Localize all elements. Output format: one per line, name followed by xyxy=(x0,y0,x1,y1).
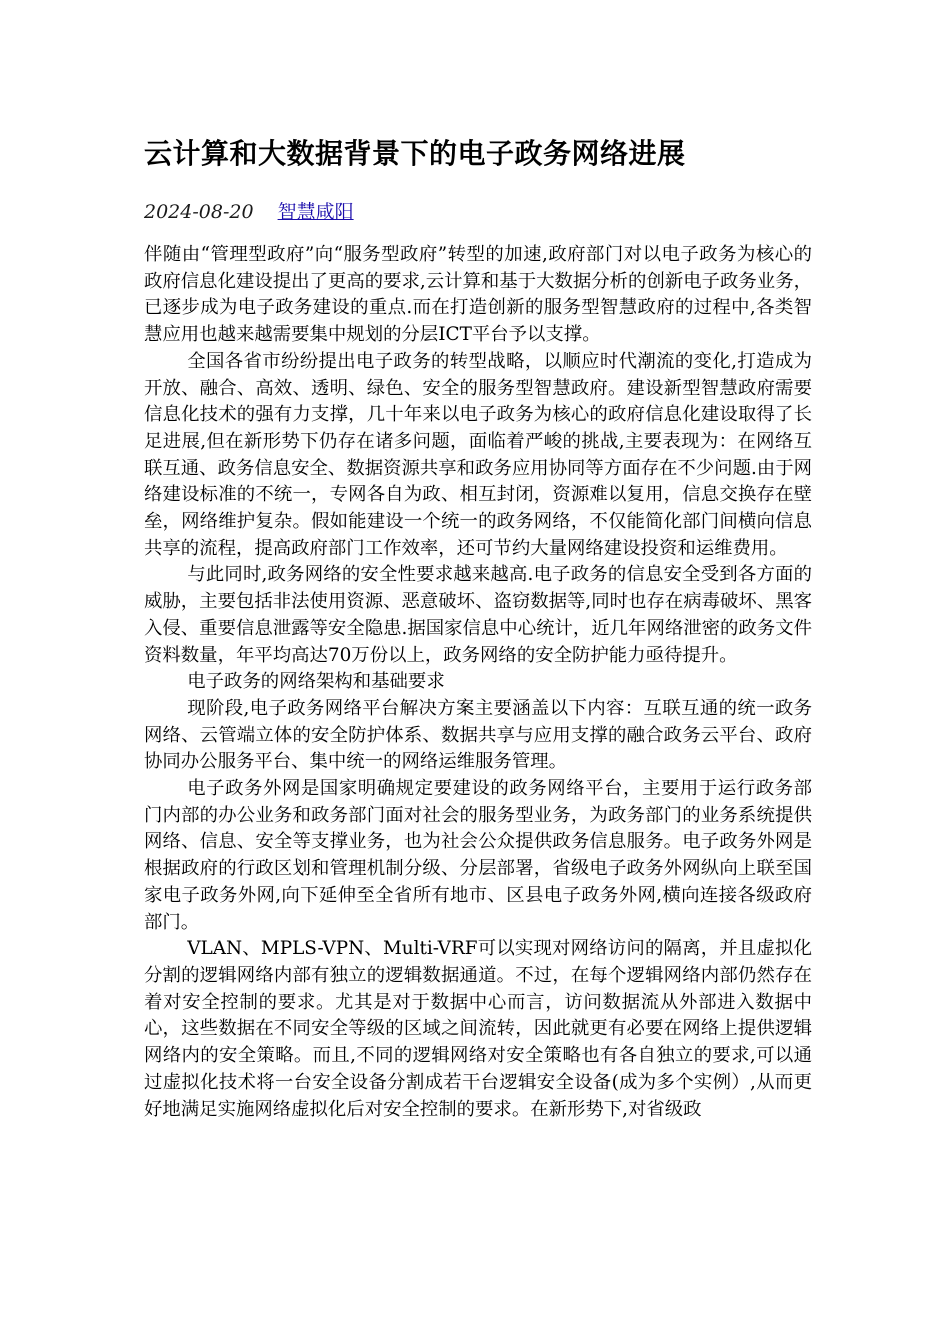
article-body xyxy=(144,242,812,1123)
article-title: 云计算和大数据背景下的电子政务网络进展 xyxy=(144,137,686,170)
paragraph: VLAN、MPLS-VPN、Multi-VRF可以实现对网络访问的隔离，并且虚拟化分割的逻辑网络内部有独立的逻辑数据通道。不过，在每个逻辑网络内部仍然存在着对安全控制的要求。尤其是对于数据中心而言，访问数据流从外部进入数据中心，这些数据在不同安全等级的区域之间流转，因此就更有必要在网络上提供逻辑网络内的安全策略。而且,不同的逻辑网络对安全策略也有各自独立的要求,可以通过虚拟化技术将一台安全设备分割成若干台逻辑安全设备(成为多个实例）,从而更好地满足实施网络虚拟化后对安全控制的要求。在新形势下,对省级政 xyxy=(144,938,812,1120)
paragraph: 全国各省市纷纷提出电子政务的转型战略，以顺应时代潮流的变化,打造成为开放、融合、高效、透明、绿色、安全的服务型智慧政府。建设新型智慧政府需要信息化技术的强有力支撑，几十年来以电子政务为核心的政府信息化建设取得了长足进展,但在新形势下仍存在诸多问题，面临着严峻的挑战,主要表现为：在网络互联互通、政务信息安全、数据资源共享和政务应用协同等方面存在不少问题.由于网络建设标准的不统一，专网各自为政、相互封闭，资源难以复用，信息交换存在壁垒，网络维护复杂。假如能建设一个统一的政务网络，不仅能简化部门间横向信息共享的流程，提高政府部门工作效率，还可节约大量网络建设投资和运维费用。 xyxy=(144,350,812,559)
paragraph: 伴随由“管理型政府”向“服务型政府”转型的加速,政府部门对以电子政务为核心的政府信息化建设提出了更高的要求,云计算和基于大数据分析的创新电子政务业务，已逐步成为电子政务建设的重点.而在打造创新的服务型智慧政府的过程中,各类智慧应用也越来越需要集中规划的分层ICT平台予以支撑。 xyxy=(144,244,812,346)
paragraph: 与此同时,政务网络的安全性要求越来越高.电子政务的信息安全受到各方面的威胁，主要包括非法使用资源、恶意破坏、盗窃数据等,同时也存在病毒破坏、黑客入侵、重要信息泄露等安全隐患.据国家信息中心统计，近几年网络泄密的政务文件资料数量，年平均高达70万份以上，政务网络的安全防护能力亟待提升。 xyxy=(144,564,812,666)
section-heading: 电子政务的网络架构和基础要求 xyxy=(187,671,445,693)
paragraph: 电子政务外网是国家明确规定要建设的政务网络平台，主要用于运行政务部门内部的办公业务和政务部门面对社会的服务型业务，为政务部门的业务系统提供网络、信息、安全等支撑业务，也为社会公众提供政务信息服务。电子政务外网是根据政府的行政区划和管理机制分级、分层部署，省级电子政务外网纵向上联至国家电子政务外网,向下延伸至全省所有地市、区县电子政务外网,横向连接各级政府部门。 xyxy=(144,778,812,933)
publish-date: 2024-08-20 xyxy=(144,201,254,223)
author-link[interactable]: 智慧咸阳 xyxy=(277,201,354,223)
paragraph: 现阶段,电子政务网络平台解决方案主要涵盖以下内容：互联互通的统一政务网络、云管端立体的安全防护体系、数据共享与应用支撑的融合政务云平台、政府协同办公服务平台、集中统一的网络运维服务管理。 xyxy=(144,697,812,773)
article-meta xyxy=(144,199,354,225)
